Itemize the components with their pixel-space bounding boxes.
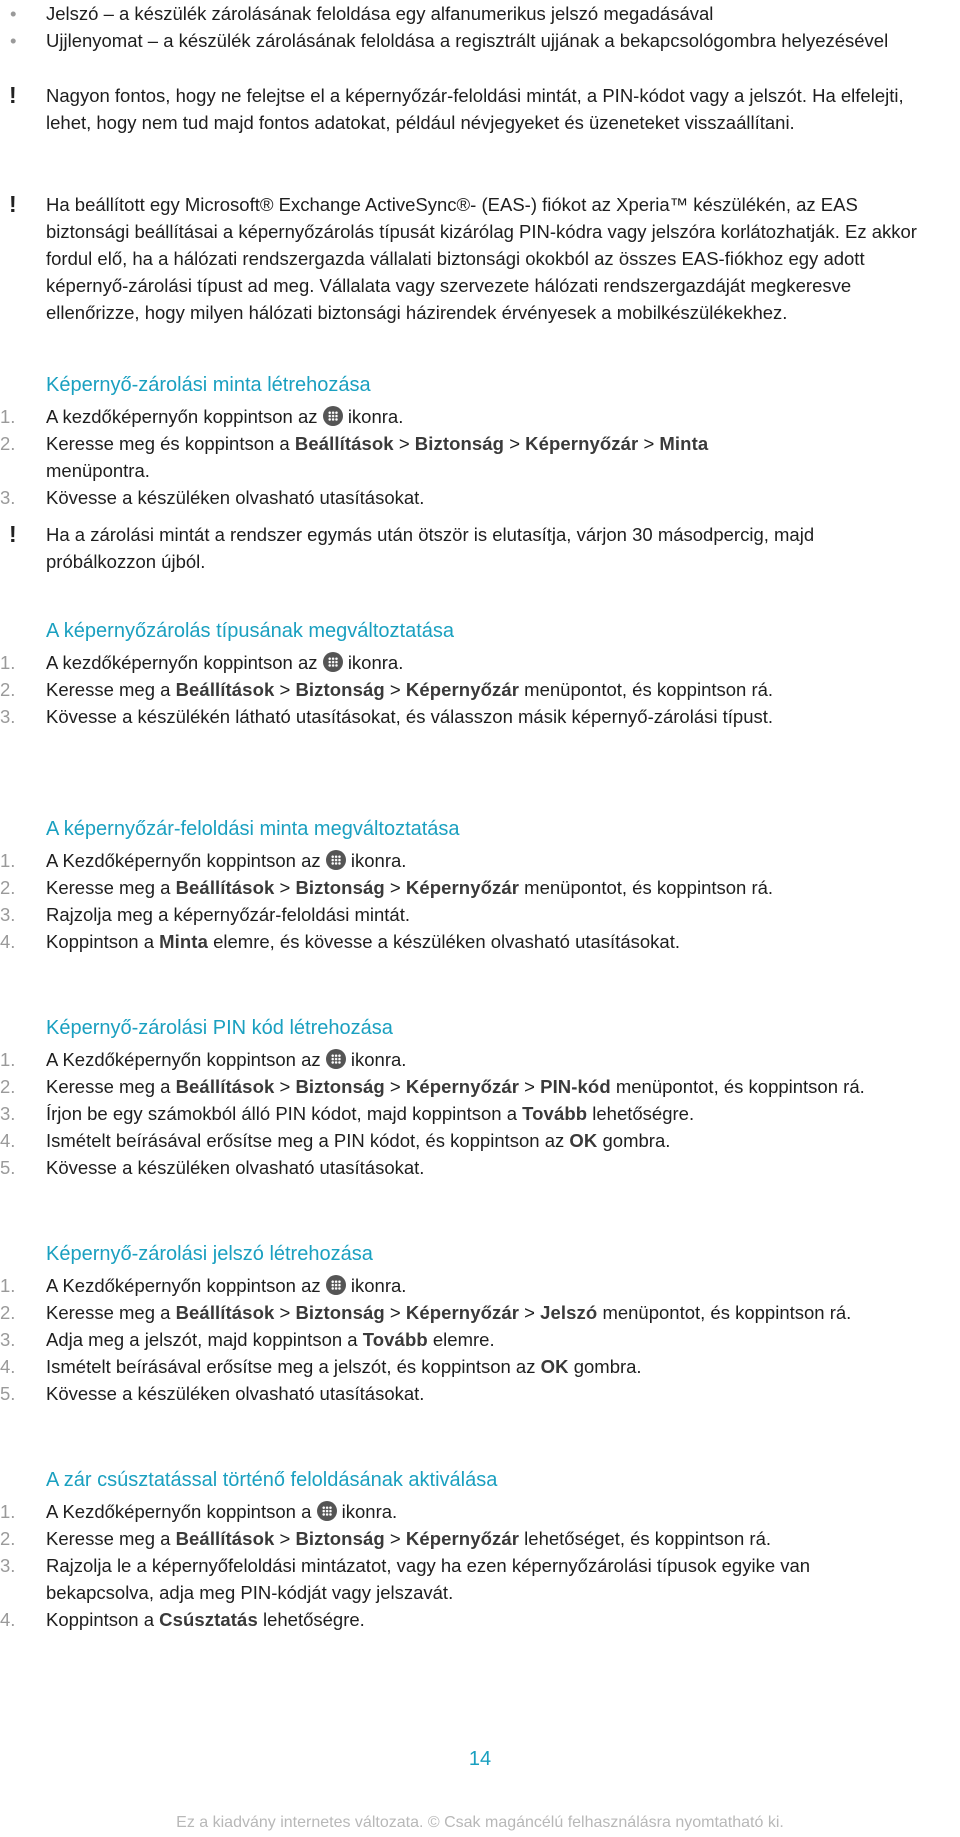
bullet-item: • Jelszó – a készülék zárolásának feloldása egy alfanumerikus jelszó megadásával	[0, 0, 960, 27]
step: 1. A Kezdőképernyőn koppintson a ikonra.	[0, 1501, 398, 1522]
apps-icon	[323, 652, 343, 672]
section-heading: Képernyő-zárolási minta létrehozása	[46, 374, 371, 396]
section-heading: Képernyő-zárolási PIN kód létrehozása	[46, 1017, 393, 1039]
apps-icon	[326, 1049, 346, 1069]
step: 2. Keresse meg a Beállítások > Biztonság > Képernyőzár lehetőséget, és koppintson rá.	[0, 1528, 772, 1549]
step: 3. Rajzolja le a képernyőfeloldási mintázatot, vagy ha ezen képernyőzárolási típusok egyike van bekapcsolva, adja meg PIN-kódját vagy jelszavát.	[0, 1555, 811, 1603]
section-heading: Képernyő-zárolási jelszó létrehozása	[46, 1243, 373, 1265]
page-number: 14	[468, 1748, 492, 1770]
section-heading: A képernyőzárolás típusának megváltoztatása	[46, 620, 455, 642]
step: 1. A Kezdőképernyőn koppintson az ikonra.	[0, 1275, 407, 1296]
step: 3. Adja meg a jelszót, majd koppintson a Tovább elemre.	[0, 1329, 495, 1350]
section-pattern-create	[0, 372, 960, 575]
step: 3. Kövesse a készülékén látható utasításokat, és válasszon másik képernyő-zárolási típust.	[0, 706, 774, 727]
section-heading: A zár csúsztatással történő feloldásának aktiválása	[46, 1469, 498, 1491]
bullet-dot: •	[10, 30, 17, 51]
section-lock-type-change	[0, 618, 960, 730]
step: 2. Keresse meg a Beállítások > Biztonság > Képernyőzár menüpontot, és koppintson rá.	[0, 877, 774, 898]
step: 2. Keresse meg és koppintson a Beállítások > Biztonság > Képernyőzár > Minta menüpontra.	[0, 433, 709, 481]
step: 2. Keresse meg a Beállítások > Biztonság > Képernyőzár > PIN-kód menüpontot, és koppintson rá.	[0, 1076, 865, 1097]
section-pattern-change	[0, 816, 960, 955]
step: 4. Ismételt beírásával erősítse meg a jelszót, és koppintson az OK gombra.	[0, 1356, 642, 1377]
step: 4. Ismételt beírásával erősítse meg a PIN kódot, és koppintson az OK gombra.	[0, 1130, 671, 1151]
apps-icon	[326, 850, 346, 870]
step: 4. Koppintson a Minta elemre, és kövesse a készüléken olvasható utasításokat.	[0, 931, 680, 952]
apps-icon	[317, 1501, 337, 1521]
step: 3. Rajzolja meg a képernyőzár-feloldási mintát.	[0, 904, 411, 925]
exclamation-icon: !	[9, 191, 17, 217]
bullet-item: • Ujjlenyomat – a készülék zárolásának feloldása a regisztrált ujjának a bekapcsológombra helyezésével	[0, 27, 960, 54]
bullet-dot: •	[10, 3, 17, 24]
apps-icon	[323, 406, 343, 426]
step: 2. Keresse meg a Beállítások > Biztonság > Képernyőzár menüpontot, és koppintson rá.	[0, 679, 774, 700]
section-password-create	[0, 1241, 960, 1407]
apps-icon	[326, 1275, 346, 1295]
step: 5. Kövesse a készüléken olvasható utasításokat.	[0, 1157, 425, 1178]
step: 3. Írjon be egy számokból álló PIN kódot, majd koppintson a Tovább lehetőségre.	[0, 1103, 695, 1124]
step: 1. A Kezdőképernyőn koppintson az ikonra.	[0, 850, 407, 871]
step: 1. A kezdőképernyőn koppintson az ikonra.	[0, 406, 404, 427]
step: 1. A Kezdőképernyőn koppintson az ikonra.	[0, 1049, 407, 1070]
footer-note: Ez a kiadvány internetes változata. © Csak magáncélú felhasználásra nyomtatható ki.	[176, 1814, 784, 1831]
step: 4. Koppintson a Csúsztatás lehetőségre.	[0, 1609, 365, 1630]
step: 2. Keresse meg a Beállítások > Biztonság > Képernyőzár > Jelszó menüpontot, és koppintson rá.	[0, 1302, 852, 1323]
section-pin-create	[0, 1015, 960, 1181]
note-important: ! Nagyon fontos, hogy ne felejtse el a képernyőzár-feloldási mintát, a PIN-kódot vagy a jelszót. Ha elfelejti, lehet, hogy nem tud majd fontos adatokat, például névjegyeket és üzeneteket visszaállítani.	[9, 82, 904, 133]
step: 1. A kezdőképernyőn koppintson az ikonra.	[0, 652, 404, 673]
section-swipe-unlock	[0, 1467, 960, 1633]
exclamation-icon: !	[9, 82, 17, 108]
exclamation-icon: !	[9, 521, 17, 547]
note-pattern: ! Ha a zárolási mintát a rendszer egymás után ötször is elutasítja, várjon 30 másodpercig, majd próbálkozzon újból.	[9, 521, 815, 572]
step: 5. Kövesse a készüléken olvasható utasításokat.	[0, 1383, 425, 1404]
note-eas: ! Ha beállított egy Microsoft® Exchange ActiveSync®- (EAS-) fiókot az Xperia™ készülékén, az EAS biztonsági beállításai a képernyőzárolás típusát kizárólag PIN-kódra vagy jelszóra korlátozhatják. Ez akkor fordul elő, ha a hálózati rendszergazda vállalati biztonsági okokból az összes EAS-fiókhoz egy adott képernyő-zárolási típust ad meg. Vállalata vagy szervezete hálózati rendszergazdáját megkeresve ellenőrizze, hogy milyen hálózati biztonsági házirendek érvényesek a mobilkészülékekhez.	[9, 191, 917, 323]
section-heading: A képernyőzár-feloldási minta megváltoztatása	[46, 818, 460, 840]
step: 3. Kövesse a készüléken olvasható utasításokat.	[0, 487, 425, 508]
